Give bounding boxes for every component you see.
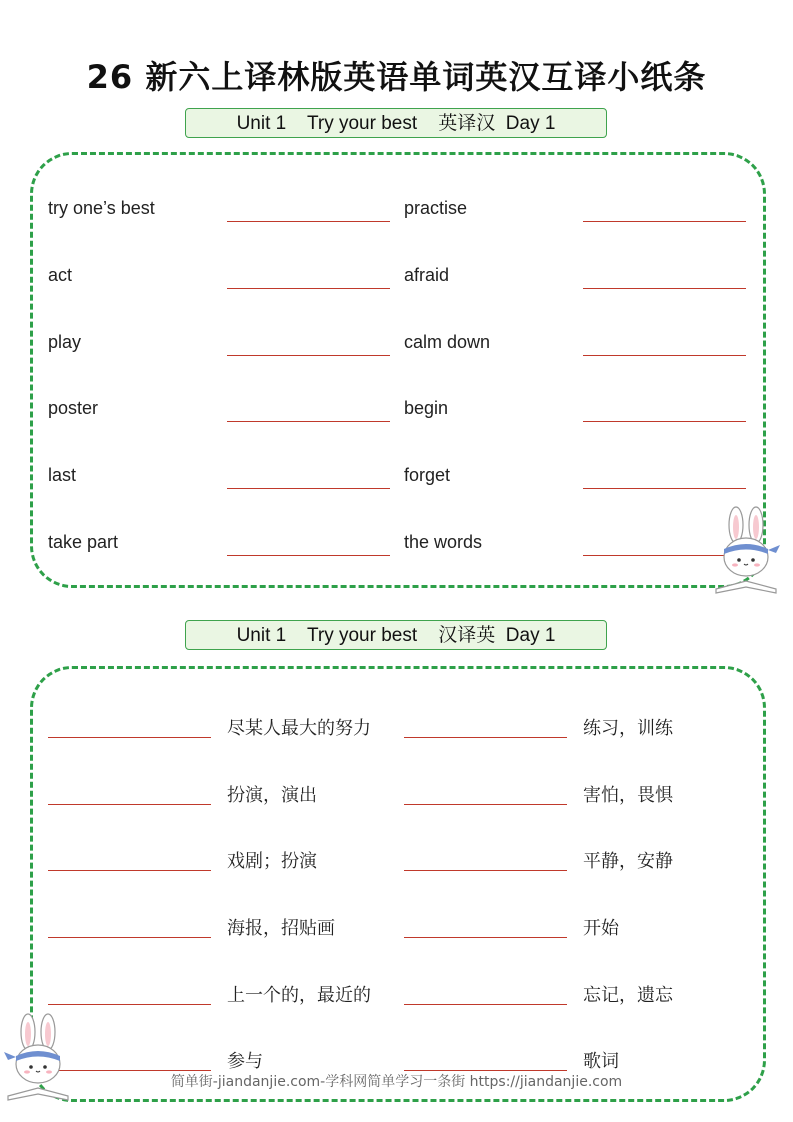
answer-blank: [583, 421, 746, 422]
list-item: [0, 257, 793, 297]
list-item: [0, 390, 793, 430]
answer-blank: [227, 355, 390, 356]
chinese-meaning: 尽某人最大的努力: [227, 718, 371, 739]
english-word: play: [48, 332, 82, 352]
page-title: 26 新六上译林版英语单词英汉互译小纸条: [86, 58, 707, 96]
english-word: begin: [404, 398, 449, 418]
answer-blank: [48, 1004, 211, 1005]
chinese-meaning: 扮演，演出: [227, 785, 317, 806]
list-item: [0, 190, 793, 230]
list-item: [0, 973, 793, 1013]
footer-watermark: 简单街-jiandanjie.com-学科网简单学习一条街 https://jiandanjie.com: [170, 1074, 623, 1090]
chinese-meaning: 上一个的，最近的: [227, 985, 371, 1006]
chinese-meaning: 练习，训练: [583, 718, 673, 739]
answer-blank: [48, 737, 211, 738]
english-word: take part: [48, 532, 119, 552]
chinese-meaning: 忘记，遗忘: [583, 985, 673, 1006]
chinese-meaning: 害怕，畏惧: [583, 785, 673, 806]
answer-blank: [48, 804, 211, 805]
answer-blank: [404, 1004, 567, 1005]
english-word: act: [48, 265, 73, 285]
answer-blank: [227, 288, 390, 289]
answer-blank: [227, 555, 390, 556]
chinese-meaning: 海报，招贴画: [227, 918, 335, 939]
english-word: practise: [404, 198, 468, 218]
list-item: [0, 324, 793, 364]
english-word: forget: [404, 465, 451, 485]
answer-blank: [227, 421, 390, 422]
bunny-reading-icon: [710, 505, 782, 597]
answer-blank: [404, 804, 567, 805]
answer-blank: [48, 870, 211, 871]
list-item: [0, 524, 793, 564]
answer-blank: [404, 937, 567, 938]
section-2-label: Unit 1 Try your best 汉译英 Day 1: [185, 620, 607, 650]
english-word: the words: [404, 532, 483, 552]
english-word: poster: [48, 398, 99, 418]
list-item: [0, 839, 793, 879]
english-word: last: [48, 465, 77, 485]
list-item: [0, 457, 793, 497]
english-word: try one’s best: [48, 198, 155, 218]
english-word: calm down: [404, 332, 491, 352]
list-item: [0, 906, 793, 946]
list-item: [0, 706, 793, 746]
list-item: [0, 773, 793, 813]
answer-blank: [227, 221, 390, 222]
answer-blank: [404, 737, 567, 738]
chinese-meaning: 戏剧；扮演: [227, 851, 317, 872]
answer-blank: [583, 488, 746, 489]
answer-blank: [48, 937, 211, 938]
answer-blank: [404, 870, 567, 871]
answer-blank: [583, 355, 746, 356]
section-1-label: Unit 1 Try your best 英译汉 Day 1: [185, 108, 607, 138]
chinese-meaning: 歌词: [583, 1051, 619, 1072]
answer-blank: [583, 221, 746, 222]
answer-blank: [227, 488, 390, 489]
chinese-meaning: 参与: [227, 1051, 263, 1072]
answer-blank: [583, 288, 746, 289]
english-word: afraid: [404, 265, 450, 285]
chinese-meaning: 开始: [583, 918, 619, 939]
chinese-meaning: 平静，安静: [583, 851, 673, 872]
